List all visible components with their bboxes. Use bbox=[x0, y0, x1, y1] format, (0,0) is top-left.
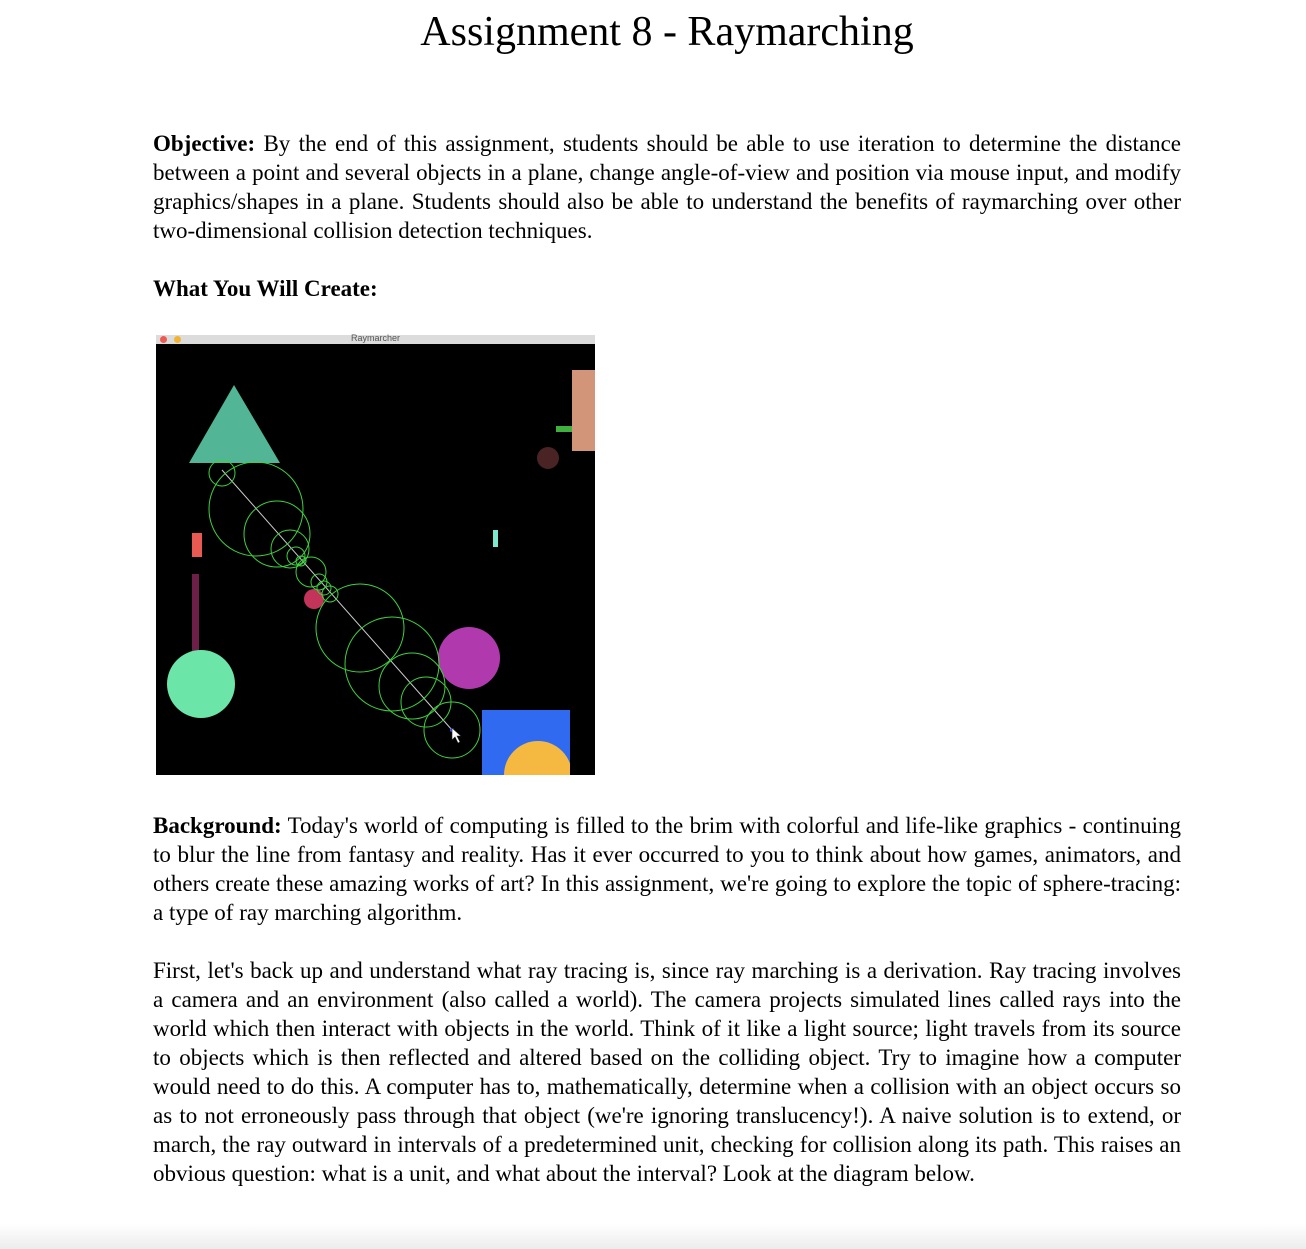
green-bar bbox=[556, 426, 572, 432]
objective-paragraph bbox=[153, 129, 1181, 245]
magenta-circle bbox=[438, 627, 500, 689]
red-rectangle bbox=[192, 533, 202, 557]
raymarcher-canvas bbox=[156, 344, 595, 775]
page-title: Assignment 8 - Raymarching bbox=[420, 9, 914, 55]
mint-circle bbox=[167, 650, 235, 718]
pink-dot bbox=[304, 589, 324, 609]
peach-rectangle bbox=[572, 370, 595, 451]
background-label: Background: bbox=[153, 813, 282, 838]
window-title: Raymarcher bbox=[350, 333, 400, 343]
objective-label: Objective: bbox=[153, 131, 256, 156]
aqua-bar bbox=[493, 530, 498, 547]
what-you-will-create-label: What You Will Create: bbox=[153, 276, 378, 301]
background-paragraph bbox=[153, 811, 1181, 927]
background-text: Today's world of computing is filled to the brim with colorful and life-like graphics - continuing to blur the line from fantasy and reality. Has it ever occurred to you to think about how games, animators, and others create these amazing works of art? In this assignment, we're going to explore the topic of sphere-tracing: a type of ray marching algorithm. bbox=[153, 813, 1181, 925]
brown-dot bbox=[537, 447, 559, 469]
bottom-fade bbox=[0, 1224, 1306, 1249]
raymarcher-screenshot bbox=[156, 335, 595, 775]
objective-text: By the end of this assignment, students should be able to use iteration to determine the distance between a point and several objects in a plane, change angle-of-view and position via mouse input, and modify graphics/shapes in a plane. Students should also be able to understand the benefits of raymarching over other two-dimensional collision detection techniques. bbox=[153, 131, 1181, 243]
ray-tracing-paragraph: First, let's back up and understand what ray tracing is, since ray marching is a derivation. Ray tracing involves a camera and an environment (also called a world). The camera projects simulated lines called rays into the world which then interact with objects in the world. Think of it like a light source; light travels from its source to objects which is then reflected and altered based on the colliding object. Try to imagine how a computer would need to do this. A computer has to, mathematically, determine when a collision with an object occurs so as to not erroneously pass through that object (we're ignoring translucency!). A naive solution is to extend, or march, the ray outward in intervals of a predetermined unit, checking for collision along its path. This raises an obvious question: what is a unit, and what about the interval? Look at the diagram below. bbox=[153, 958, 1181, 1186]
what-you-will-create-heading bbox=[153, 274, 1181, 303]
